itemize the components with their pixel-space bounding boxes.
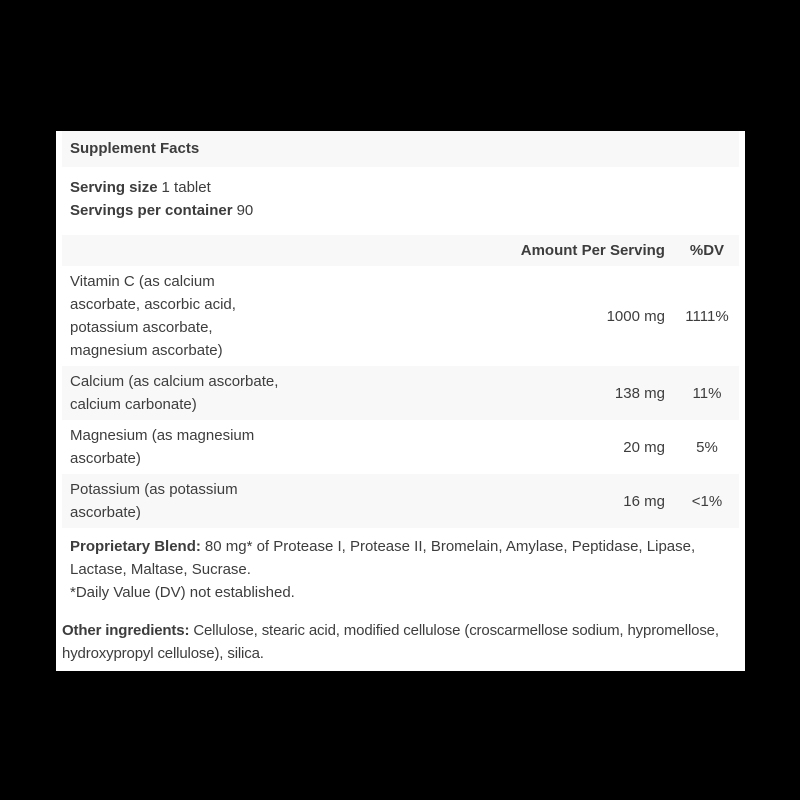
other-ingredients — [62, 619, 739, 665]
column-header-row — [62, 235, 739, 266]
column-header-dv: %DV — [675, 235, 739, 266]
serving-info — [62, 167, 739, 235]
supplement-facts-panel — [56, 131, 745, 671]
proprietary-blend-row — [62, 528, 739, 612]
proprietary-blend-text — [70, 535, 731, 581]
nutrient-dv: 11% — [675, 366, 739, 420]
serving-size-label: Serving size — [70, 179, 158, 196]
column-header-spacer — [62, 235, 292, 266]
nutrient-row-magnesium — [62, 420, 739, 474]
nutrient-name: Vitamin C (as calcium ascorbate, ascorbic acid, potassium ascorbate, magnesium ascorbate) — [70, 273, 236, 359]
nutrient-amount: 1000 mg — [606, 307, 665, 325]
nutrient-dv: 5% — [696, 438, 718, 456]
daily-value-footnote: *Daily Value (DV) not established. — [70, 584, 295, 601]
serving-info-row — [62, 167, 739, 235]
nutrient-amount: 138 mg — [292, 366, 675, 420]
proprietary-blend-label: Proprietary Blend: — [70, 538, 201, 555]
proprietary-blend — [62, 528, 739, 612]
nutrient-row-calcium — [62, 366, 739, 420]
column-header-amount: Amount Per Serving — [292, 235, 675, 266]
proprietary-blend-ingredients: 80 mg* of Protease I, Protease II, Bromelain, Amylase, Peptidase, Lipase, Lactase, Maltase, Sucrase. — [70, 538, 696, 578]
servings-per-container-line — [70, 199, 731, 222]
nutrient-dv: <1% — [675, 474, 739, 528]
servings-per-container-value: 90 — [236, 202, 254, 219]
nutrient-name: Magnesium (as magnesium ascorbate) — [70, 427, 255, 467]
nutrient-amount: 20 mg — [623, 438, 665, 456]
nutrient-dv: 1111% — [685, 307, 729, 325]
nutrient-name: Calcium (as calcium ascorbate, calcium carbonate) — [62, 366, 292, 420]
other-ingredients-label: Other ingredients: — [62, 622, 190, 639]
nutrient-name: Potassium (as potassium ascorbate) — [62, 474, 292, 528]
servings-per-container-label: Servings per container — [70, 202, 233, 219]
panel-title: Supplement Facts — [62, 131, 739, 167]
supplement-facts-table — [62, 131, 739, 612]
title-row — [62, 131, 739, 167]
serving-size-line — [70, 176, 731, 199]
other-ingredients-text: Cellulose, stearic acid, modified cellulose (croscarmellose sodium, hypromellose, hydroxypropyl cellulose), silica. — [62, 622, 719, 662]
nutrient-row-potassium — [62, 474, 739, 528]
serving-size-value: 1 tablet — [161, 179, 211, 196]
nutrient-amount: 16 mg — [292, 474, 675, 528]
nutrient-row-vitamin-c — [62, 266, 739, 366]
